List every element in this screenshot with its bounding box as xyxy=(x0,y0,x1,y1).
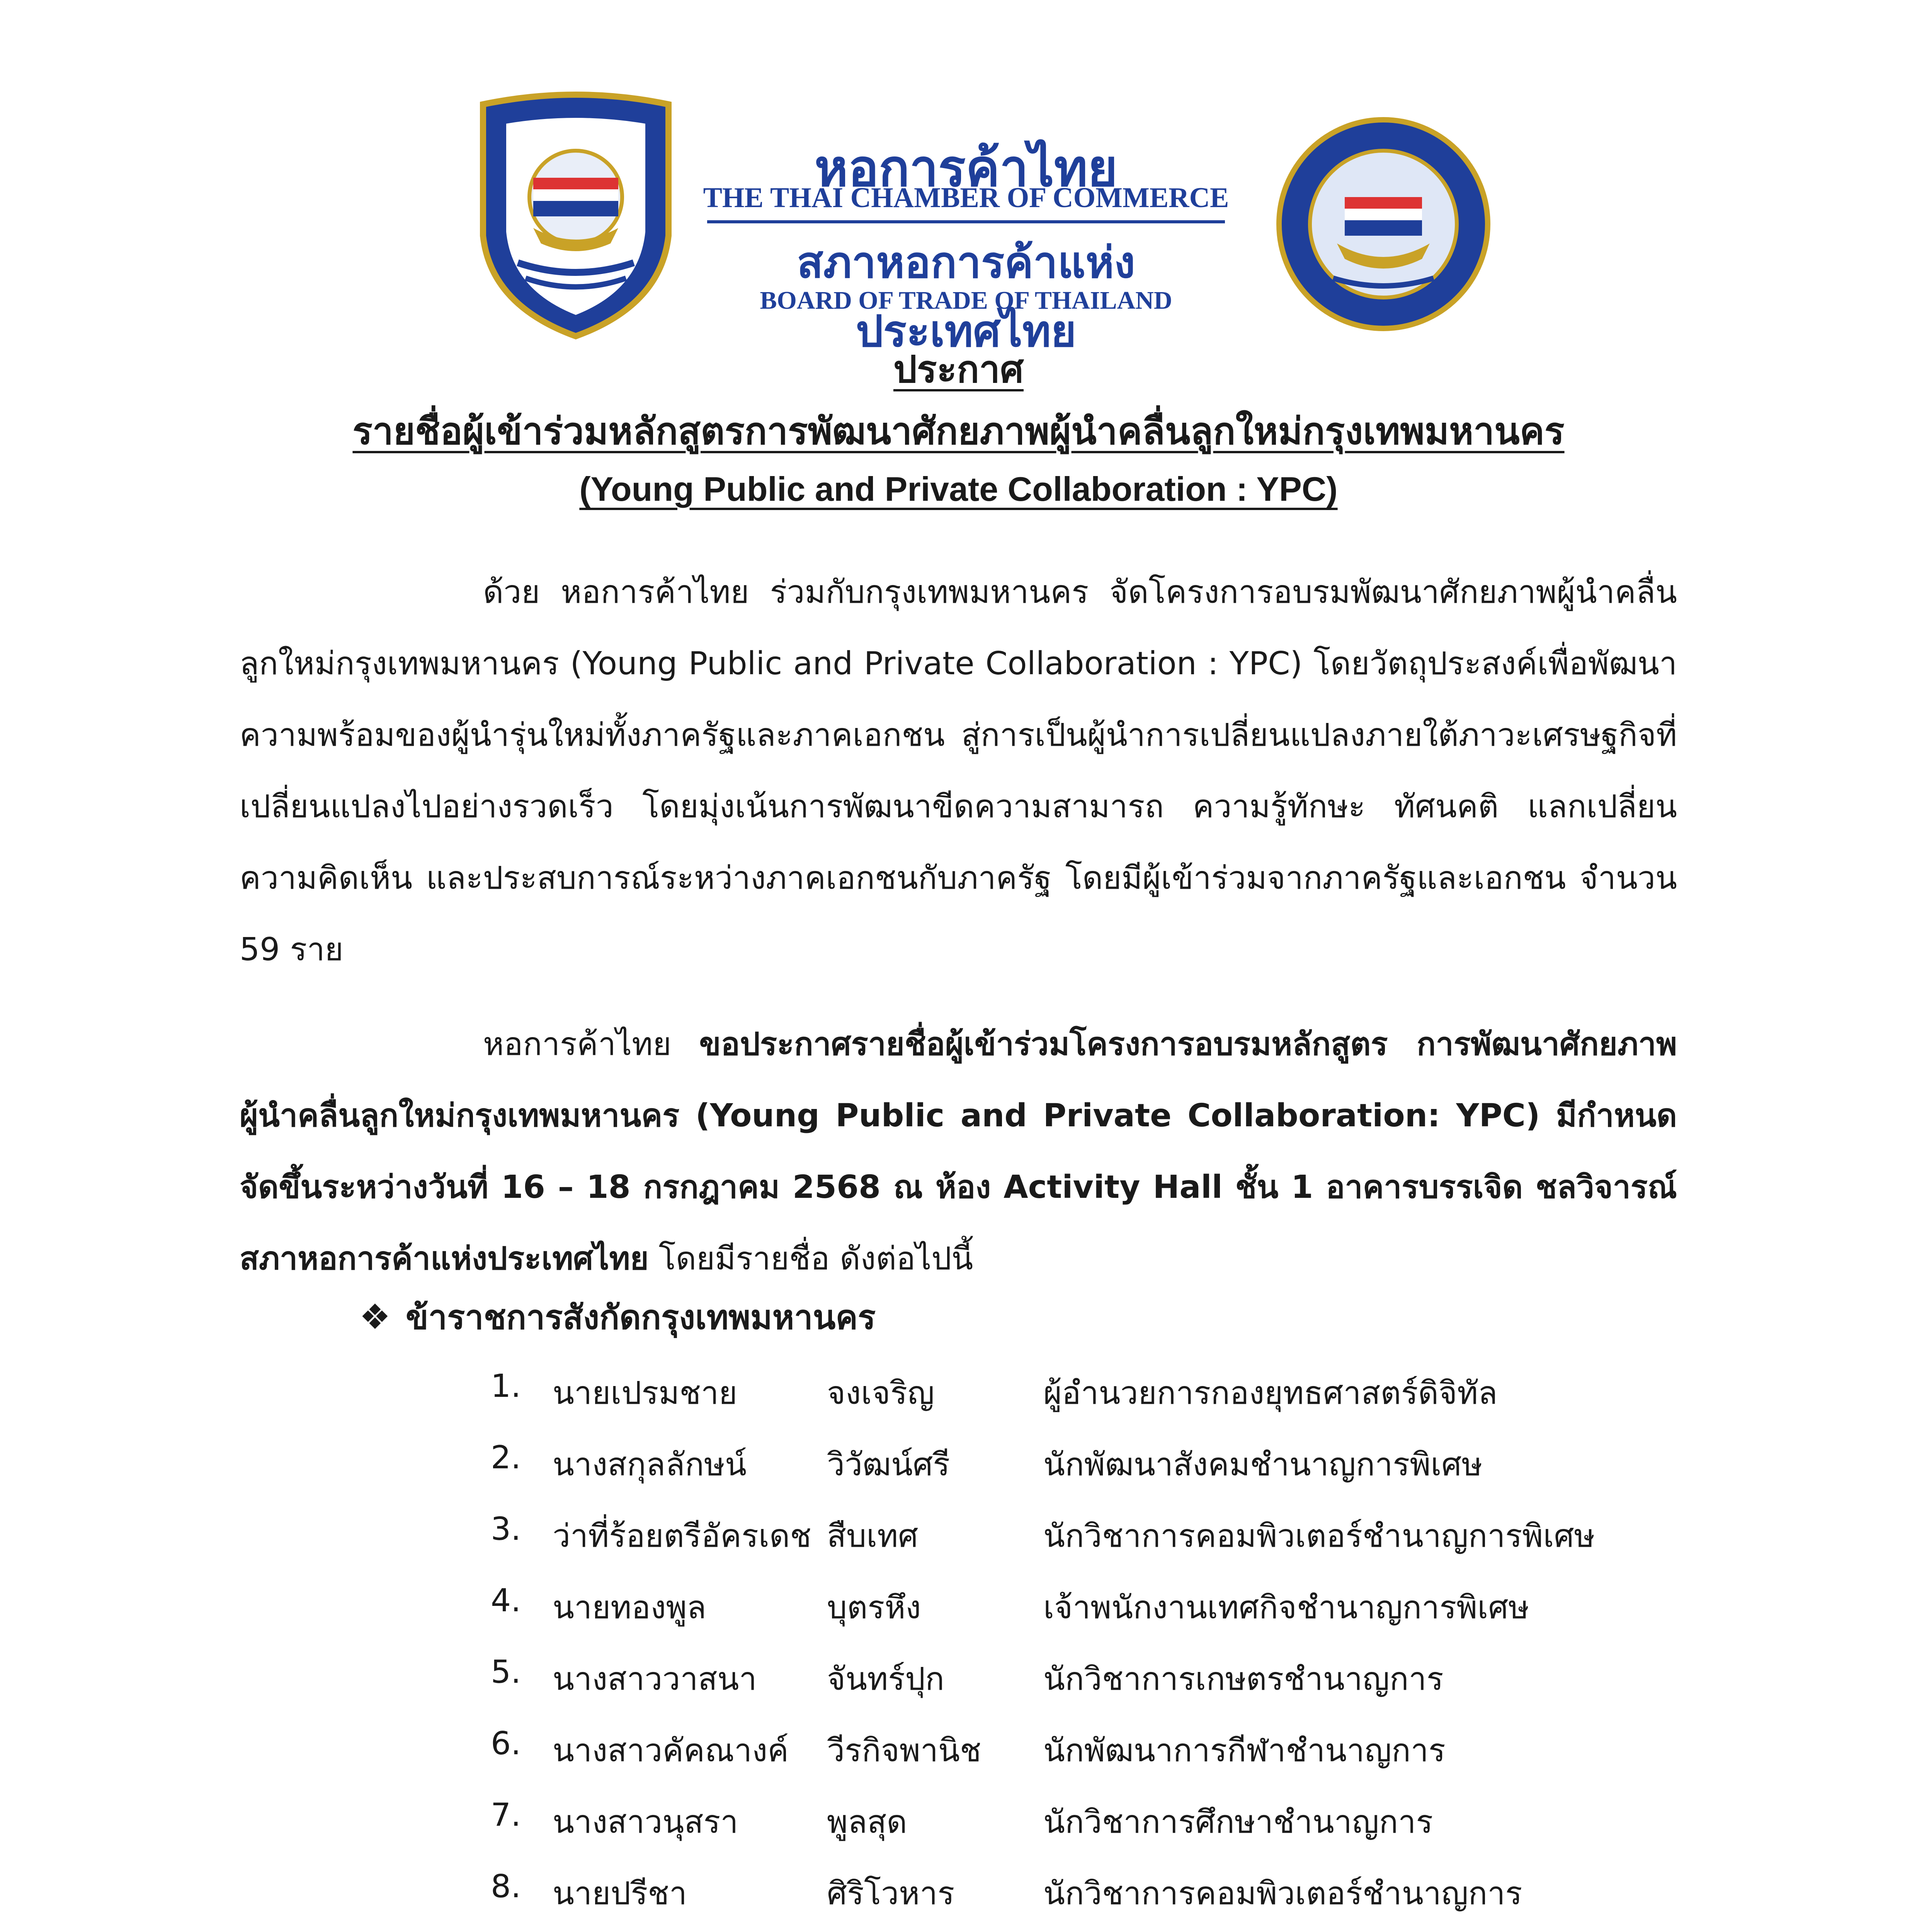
org-name-thai: หอการค้าไทย xyxy=(814,139,1118,198)
announcement-paragraph xyxy=(240,1009,1677,1294)
board-name-thai: สภาหอการค้าแห่งประเทศไทย xyxy=(797,238,1135,357)
participant-first-name: นางสาวคัคณางค์ xyxy=(553,1732,789,1769)
announcement-bold-text: ขอประกาศรายชื่อผู้เข้าร่วมโครงการอบรมหลักสูตร การพัฒนาศักยภาพผู้นำคลื่นลูกใหม่กรุงเทพมหานคร (Young Public and Private Collaboration: YPC) มีกำหนดจัดขึ้นระหว่างวันที่ 16 – 18 กรกฎาคม 2568 ณ ห้อง Activity Hall ชั้น 1 อาคารบรรเจิด ชลวิจารณ์ สภาหอการค้าแห่งประเทศไทย xyxy=(240,1026,1677,1277)
participant-first-name: นายปรีชา xyxy=(553,1875,687,1912)
participant-last-name: บุตรหึง xyxy=(827,1589,921,1626)
org-name-english: THE THAI CHAMBER OF COMMERCE xyxy=(703,182,1229,214)
participant-number: 5. xyxy=(491,1654,521,1690)
announcement-title: ประกาศ xyxy=(893,348,1024,391)
participant-position: นักวิชาการเกษตรชำนาญการ xyxy=(1043,1661,1444,1697)
participant-first-name: นายทองพูล xyxy=(553,1589,706,1626)
participant-first-name: นายเปรมชาย xyxy=(553,1375,738,1412)
participant-last-name: จงเจริญ xyxy=(827,1375,935,1412)
section-title: ข้าราชการสังกัดกรุงเทพมหานคร xyxy=(406,1298,876,1337)
board-of-trade-seal-logo xyxy=(1275,116,1492,332)
participant-position: เจ้าพนักงานเทศกิจชำนาญการพิเศษ xyxy=(1043,1589,1529,1626)
participant-position: นักวิชาการคอมพิวเตอร์ชำนาญการพิเศษ xyxy=(1043,1518,1595,1554)
participant-first-name: นางสกุลลักษน์ xyxy=(553,1446,747,1483)
participant-first-name: นางสาวนุสรา xyxy=(553,1804,738,1840)
participant-last-name: สืบเทศ xyxy=(827,1518,919,1554)
intro-paragraph: ด้วย หอการค้าไทย ร่วมกับกรุงเทพมหานคร จัดโครงการอบรมพัฒนาศักยภาพผู้นำคลื่นลูกใหม่กรุงเทพมหานคร (Young Public and Private Collaboration : YPC) โดยวัตถุประสงค์เพื่อพัฒนาความพร้อมของผู้นำรุ่นใหม่ทั้งภาครัฐและภาคเอกชน สู่การเป็นผู้นำการเปลี่ยนแปลงภายใต้ภาวะเศรษฐกิจที่เปลี่ยนแปลงไปอย่างรวดเร็ว โดยมุ่งเน้นการพัฒนาขีดความสามารถ ความรู้ทักษะ ทัศนคติ แลกเปลี่ยนความคิดเห็น และประสบการณ์ระหว่างภาคเอกชนกับภาครัฐ โดยมีผู้เข้าร่วมจากภาครัฐและเอกชน จำนวน 59 ราย xyxy=(240,574,1677,968)
participant-number: 6. xyxy=(491,1725,521,1762)
participant-last-name: ศิริโวหาร xyxy=(827,1875,955,1912)
participant-position: นักพัฒนาการกีฬาชำนาญการ xyxy=(1043,1732,1446,1769)
participant-number: 8. xyxy=(491,1868,521,1905)
participant-position: นักวิชาการศึกษาชำนาญการ xyxy=(1043,1804,1433,1840)
announcement-tail: โดยมีรายชื่อ ดังต่อไปนี้ xyxy=(648,1240,973,1277)
program-english-name: (Young Public and Private Collaboration : YPC) xyxy=(579,470,1338,508)
participant-last-name: พูลสุด xyxy=(827,1804,907,1840)
participant-number: 1. xyxy=(491,1368,521,1405)
participant-number: 2. xyxy=(491,1439,521,1476)
participant-position: นักพัฒนาสังคมชำนาญการพิเศษ xyxy=(1043,1446,1483,1483)
participant-last-name: วีรกิจพานิช xyxy=(827,1732,981,1769)
announcement-subject: รายชื่อผู้เข้าร่วมหลักสูตรการพัฒนาศักยภาพผู้นำคลื่นลูกใหม่กรุงเทพมหานคร xyxy=(352,410,1565,453)
participant-first-name: ว่าที่ร้อยตรีอัครเดช xyxy=(553,1518,811,1554)
participant-number: 4. xyxy=(491,1582,521,1619)
announcement-lead: หอการค้าไทย xyxy=(483,1026,699,1063)
thai-chamber-shield-logo xyxy=(475,89,676,340)
participant-position: นักวิชาการคอมพิวเตอร์ชำนาญการ xyxy=(1043,1875,1522,1912)
participant-first-name: นางสาววาสนา xyxy=(553,1661,757,1697)
diamond-bullet-icon: ❖ xyxy=(359,1297,391,1337)
participant-last-name: วิวัฒน์ศรี xyxy=(827,1446,950,1483)
section-heading xyxy=(359,1291,876,1344)
participant-number: 3. xyxy=(491,1511,521,1548)
participant-number: 7. xyxy=(491,1797,521,1833)
board-name-english: BOARD OF TRADE OF THAILAND xyxy=(760,286,1172,315)
participant-position: ผู้อำนวยการกองยุทธศาสตร์ดิจิทัล xyxy=(1043,1375,1498,1412)
header-divider xyxy=(707,220,1225,223)
participant-last-name: จันทร์ปุก xyxy=(827,1661,944,1697)
